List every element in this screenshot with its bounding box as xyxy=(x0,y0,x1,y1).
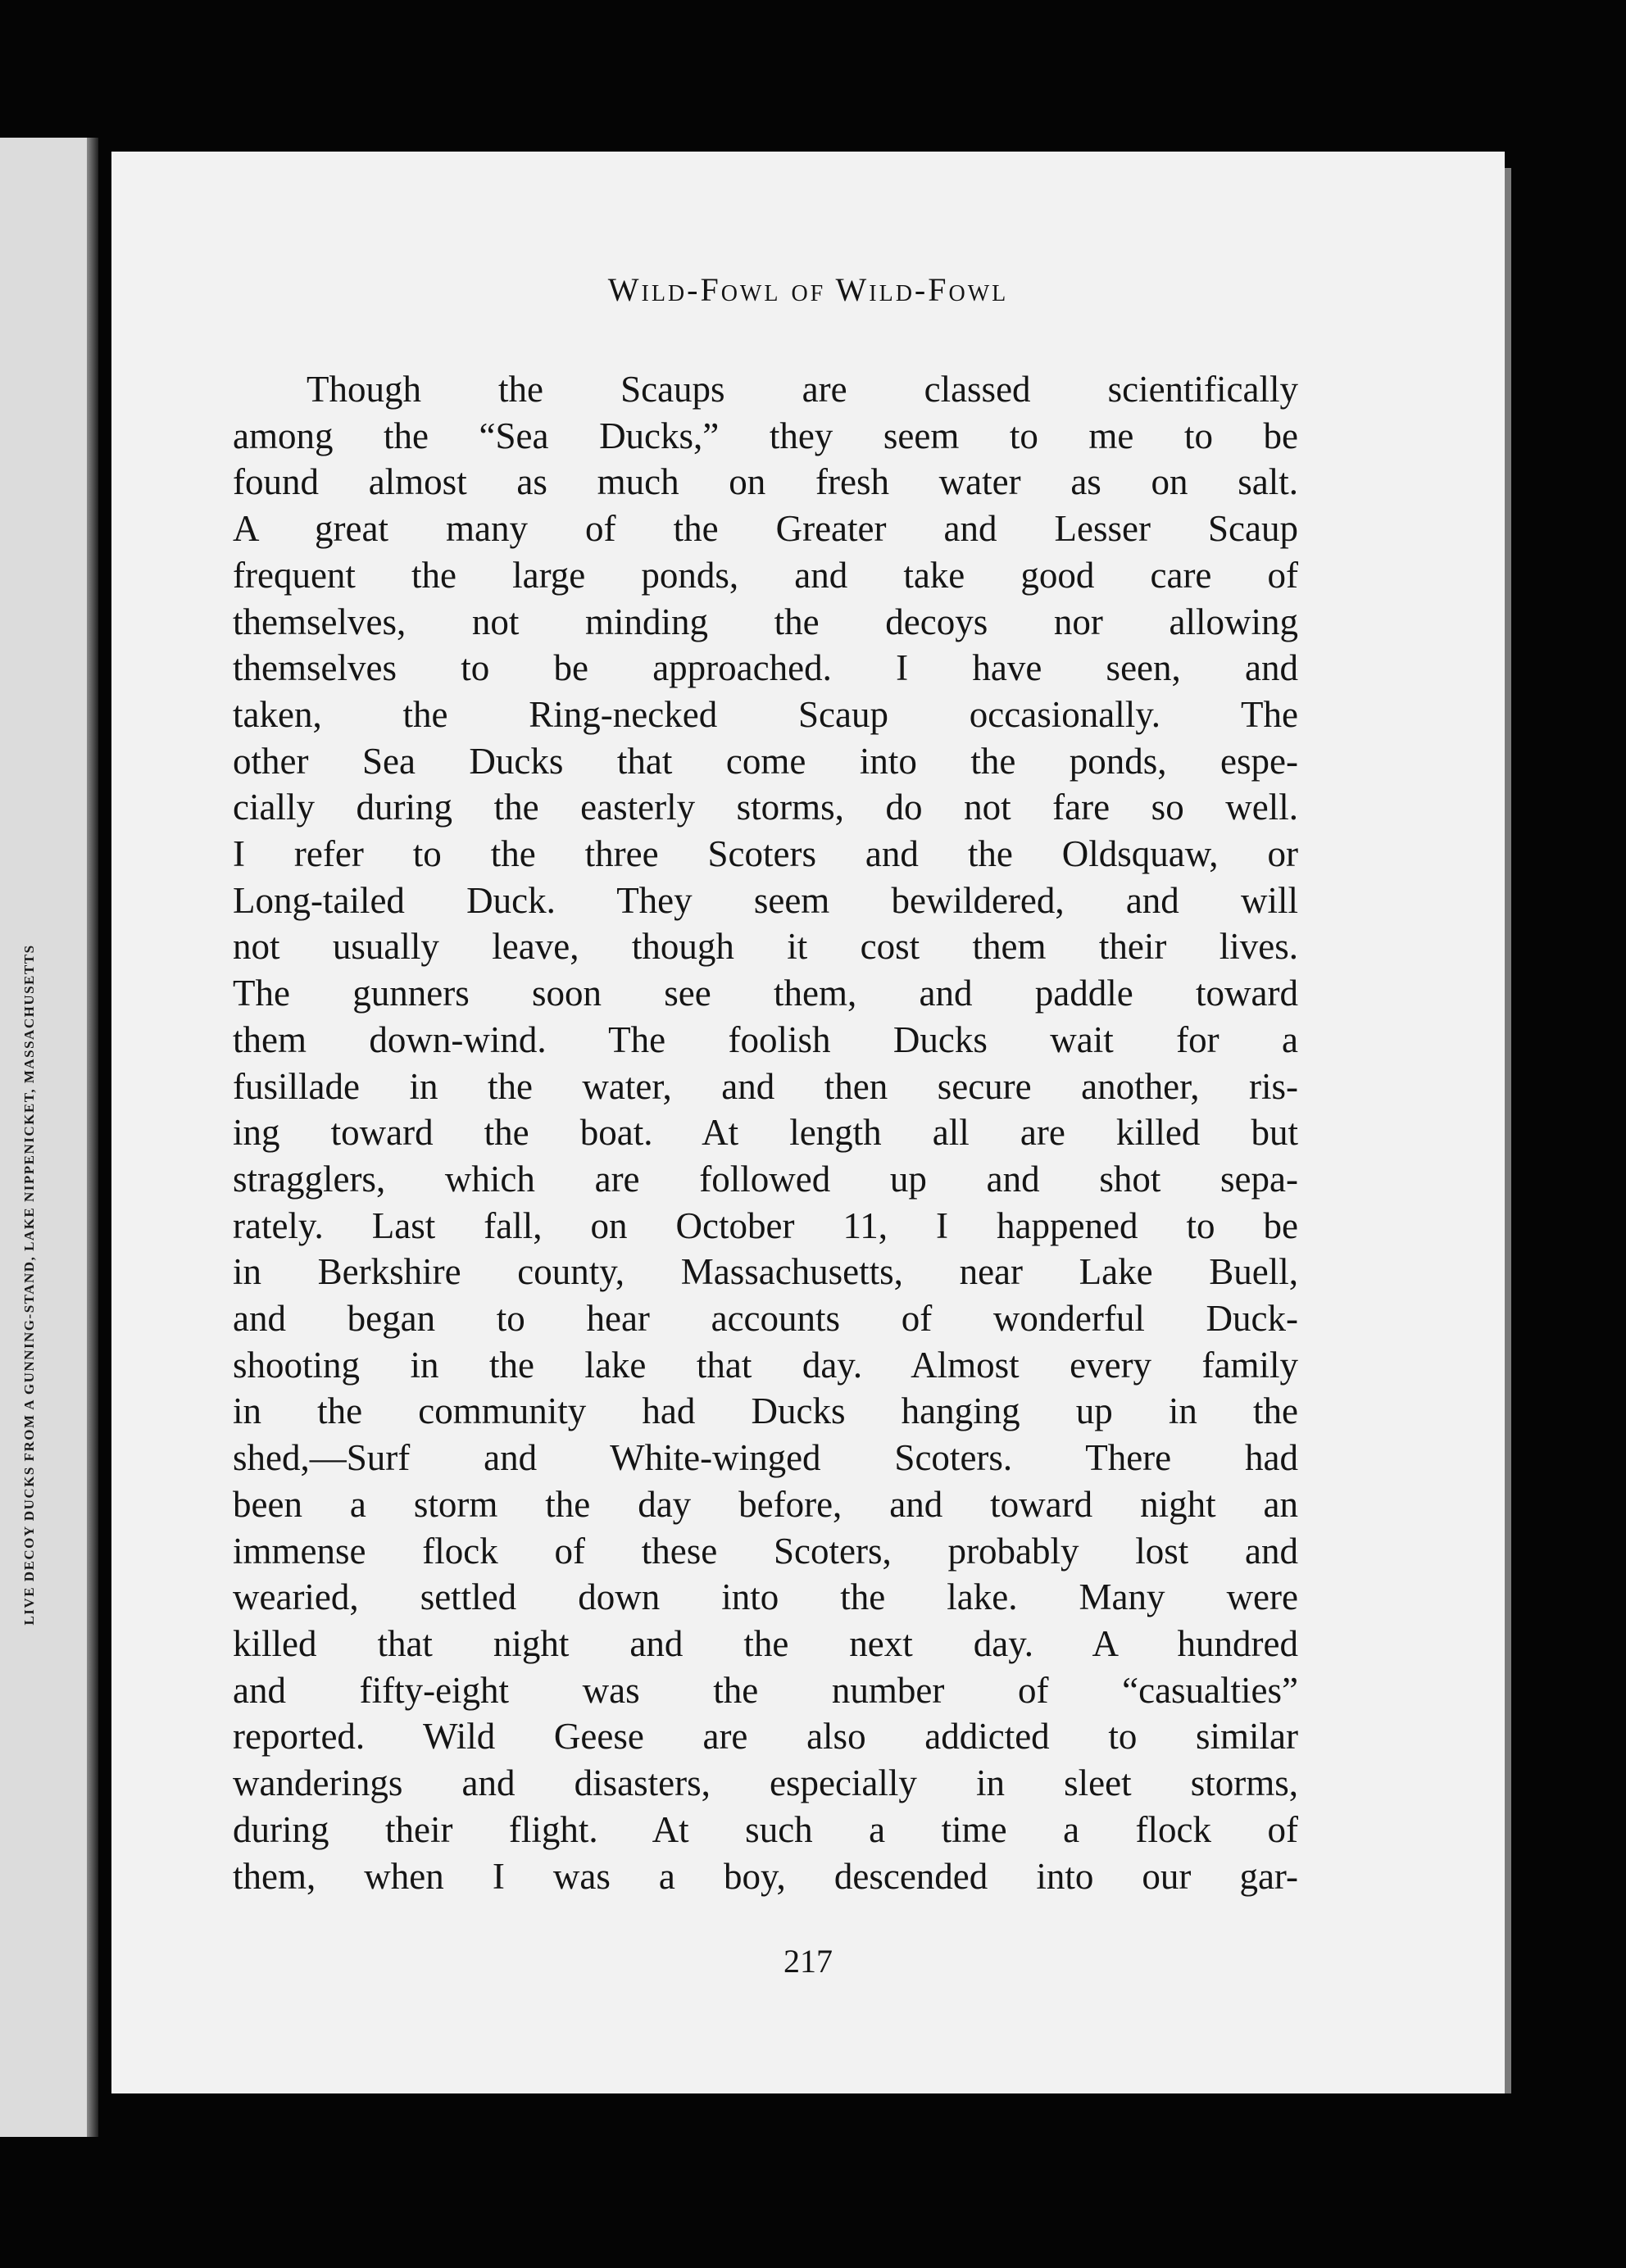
page-number: 217 xyxy=(783,1943,833,1980)
text-line: shooting in the lake that day. Almost every family xyxy=(233,1344,1298,1386)
text-line: and began to hear accounts of wonderful Duck- xyxy=(233,1298,1298,1340)
text-line: A great many of the Greater and Lesser Scaup xyxy=(233,508,1298,550)
text-line: not usually leave, though it cost them their lives. xyxy=(233,926,1298,968)
text-line: in the community had Ducks hanging up in the xyxy=(233,1390,1298,1432)
text-line: The gunners soon see them, and paddle toward xyxy=(233,973,1298,1014)
text-line: found almost as much on fresh water as on salt. xyxy=(233,461,1298,503)
text-line: ing toward the boat. At length all are killed but xyxy=(233,1112,1298,1154)
text-line: wanderings and disasters, especially in sleet storms, xyxy=(233,1762,1298,1804)
text-line: and fifty-eight was the number of “casualties” xyxy=(233,1669,1298,1711)
body-text xyxy=(233,366,1298,1899)
text-line: taken, the Ring-necked Scaup occasionally. The xyxy=(233,693,1298,735)
text-line: among the “Sea Ducks,” they seem to me to be xyxy=(233,415,1298,456)
text-line: during their flight. At such a time a flock of xyxy=(233,1808,1298,1850)
text-line: been a storm the day before, and toward night an xyxy=(233,1483,1298,1525)
book-page xyxy=(111,152,1505,2093)
text-line: reported. Wild Geese are also addicted to similar xyxy=(233,1716,1298,1758)
text-line: shed,—Surf and White-winged Scoters. There had xyxy=(233,1437,1298,1479)
book-gutter xyxy=(87,138,98,2137)
text-line: in Berkshire county, Massachusetts, near Lake Buell, xyxy=(233,1251,1298,1293)
text-line: I refer to the three Scoters and the Oldsquaw, or xyxy=(233,833,1298,875)
text-line: Though the Scaups are classed scientifically xyxy=(307,369,1298,410)
page-edge-shadow xyxy=(1505,168,1511,2093)
text-line: themselves to be approached. I have seen, and xyxy=(233,647,1298,689)
facing-page-edge xyxy=(0,138,98,2137)
text-line: rately. Last fall, on October 11, I happened to be xyxy=(233,1204,1298,1246)
running-head: Wild-Fowl of Wild-Fowl xyxy=(607,271,1009,308)
text-line: Long-tailed Duck. They seem bewildered, and will xyxy=(233,879,1298,921)
text-line: frequent the large ponds, and take good care of xyxy=(233,554,1298,596)
text-line: themselves, not minding the decoys nor allowing xyxy=(233,601,1298,642)
text-line: fusillade in the water, and then secure another, ris- xyxy=(233,1065,1298,1107)
text-line: cially during the easterly storms, do not fare so well. xyxy=(233,787,1298,828)
text-line: them down-wind. The foolish Ducks wait for a xyxy=(233,1018,1298,1060)
text-line: them, when I was a boy, descended into our gar- xyxy=(233,1855,1298,1897)
text-line: other Sea Ducks that come into the ponds, espe- xyxy=(233,740,1298,782)
text-line: wearied, settled down into the lake. Many were xyxy=(233,1576,1298,1618)
text-line: immense flock of these Scoters, probably lost and xyxy=(233,1530,1298,1572)
plate-caption: LIVE DECOY DUCKS FROM A GUNNING-STAND, LAKE NIPPENICKET, MASSACHUSETTS xyxy=(21,944,37,1626)
text-line: stragglers, which are followed up and shot sepa- xyxy=(233,1158,1298,1200)
text-line: killed that night and the next day. A hundred xyxy=(233,1622,1298,1664)
